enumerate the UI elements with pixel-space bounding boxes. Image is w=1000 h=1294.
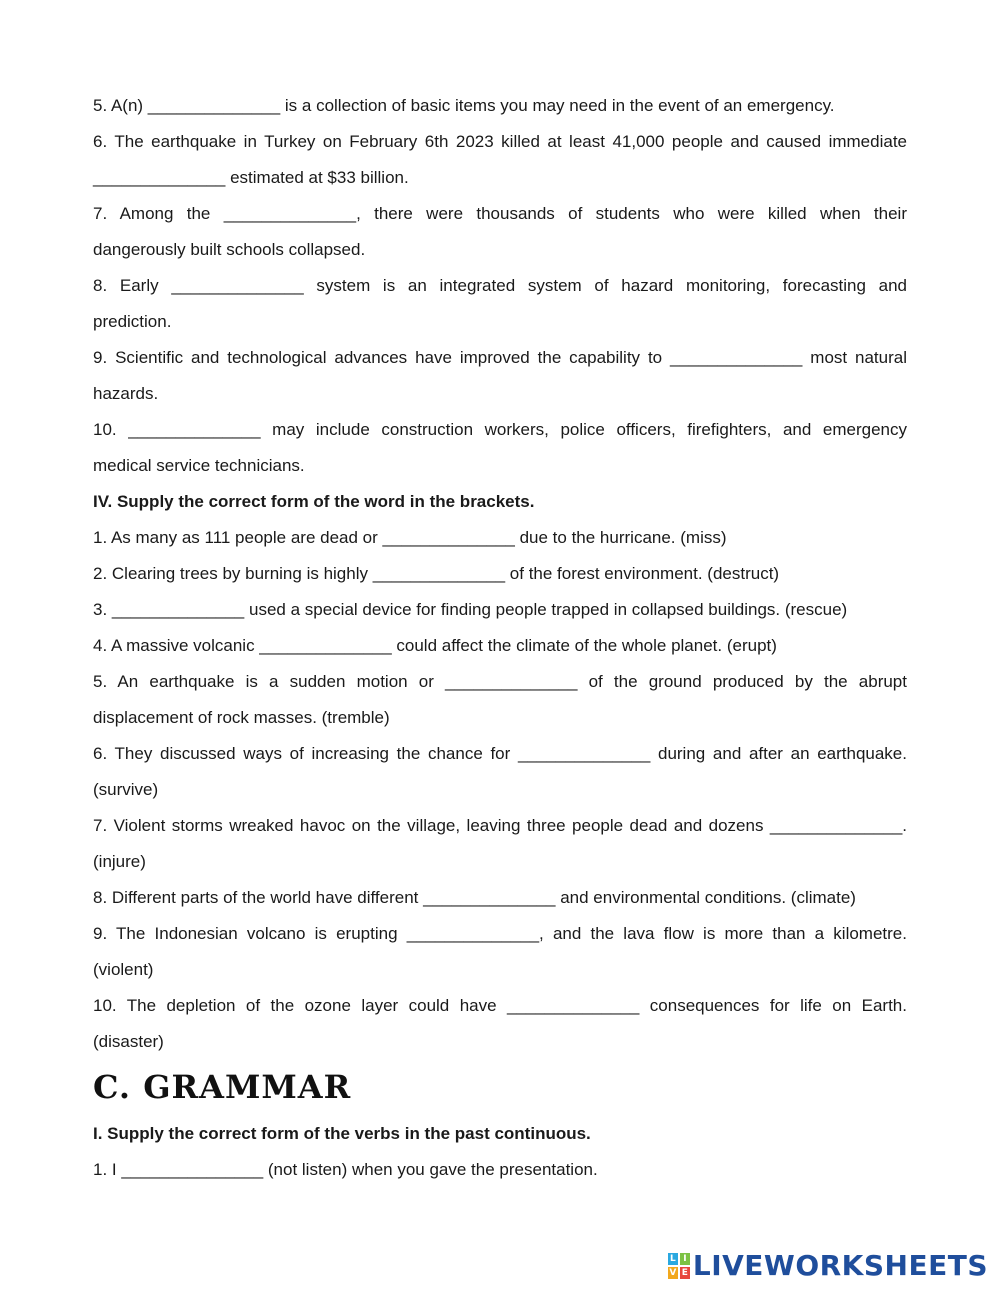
section-iv-line: (disaster) <box>93 1032 164 1051</box>
vocab-line: 5. A(n) ______________ is a collection of basic items you may need in the event of an emergency. <box>93 96 835 115</box>
section-iv-line: 1. As many as 111 people are dead or ______________ due to the hurricane. (miss) <box>93 528 727 547</box>
vocab-line: hazards. <box>93 384 159 403</box>
vocab-line: ______________ estimated at $33 billion. <box>93 168 409 187</box>
logo-badge-letter: L <box>668 1253 678 1265</box>
grammar-heading: I. Supply the correct form of the verbs in the past continuous. <box>93 1124 591 1143</box>
section-iv-line: 5. An earthquake is a sudden motion or ______________ of the ground produced by the abrupt <box>93 672 907 691</box>
vocab-line: dangerously built schools collapsed. <box>93 240 366 259</box>
logo-badge-letter: V <box>669 1267 677 1278</box>
section-iv-line: (injure) <box>93 852 146 871</box>
logo-badge-letter: E <box>681 1267 688 1278</box>
vocab-line: 8. Early ______________ system is an integrated system of hazard monitoring, forecasting and <box>93 276 907 295</box>
section-iv-line: 7. Violent storms wreaked havoc on the village, leaving three people dead and dozens ______________. <box>93 816 907 835</box>
vocab-line: 7. Among the ______________, there were thousands of students who were killed when their <box>93 204 907 223</box>
section-iv-line: 6. They discussed ways of increasing the chance for ______________ during and after an earthquake. <box>93 744 907 763</box>
section-iv-line: 4. A massive volcanic ______________ could affect the climate of the whole planet. (erupt) <box>93 636 777 655</box>
logo-badge-icon <box>668 1253 690 1279</box>
vocab-line: 10. ______________ may include construction workers, police officers, firefighters, and emergency <box>93 420 907 439</box>
vocab-line: 6. The earthquake in Turkey on February 6th 2023 killed at least 41,000 people and caused immediate <box>93 132 907 151</box>
section-iv-line: displacement of rock masses. (tremble) <box>93 708 390 727</box>
section-iv-line: 8. Different parts of the world have different ______________ and environmental conditions. (climate) <box>93 888 856 907</box>
section-iv-line: (violent) <box>93 960 154 979</box>
section-iv-line: 2. Clearing trees by burning is highly ______________ of the forest environment. (destruct) <box>93 564 780 583</box>
section-iv-heading: IV. Supply the correct form of the word in the brackets. <box>93 492 535 511</box>
section-iv-line: 3. ______________ used a special device for finding people trapped in collapsed buildings. (rescue) <box>93 600 848 619</box>
grammar-line: 1. I _______________ (not listen) when you gave the presentation. <box>93 1160 598 1179</box>
worksheet-page <box>93 88 907 1188</box>
logo-text: LIVEWORKSHEETS <box>692 1249 988 1282</box>
vocab-line: 9. Scientific and technological advances have improved the capability to ______________ most natural <box>93 348 907 367</box>
vocab-line: prediction. <box>93 312 172 331</box>
vocab-line: medical service technicians. <box>93 456 305 475</box>
section-iv-line: 10. The depletion of the ozone layer could have ______________ consequences for life on Earth. <box>93 996 907 1015</box>
section-iv-line: (survive) <box>93 780 159 799</box>
logo-badge-letter: I <box>680 1253 690 1265</box>
liveworksheets-logo <box>668 1249 988 1282</box>
grammar-section-title: C. GRAMMAR <box>93 1068 352 1106</box>
section-iv-line: 9. The Indonesian volcano is erupting ______________, and the lava flow is more than a kilometre. <box>93 924 907 943</box>
